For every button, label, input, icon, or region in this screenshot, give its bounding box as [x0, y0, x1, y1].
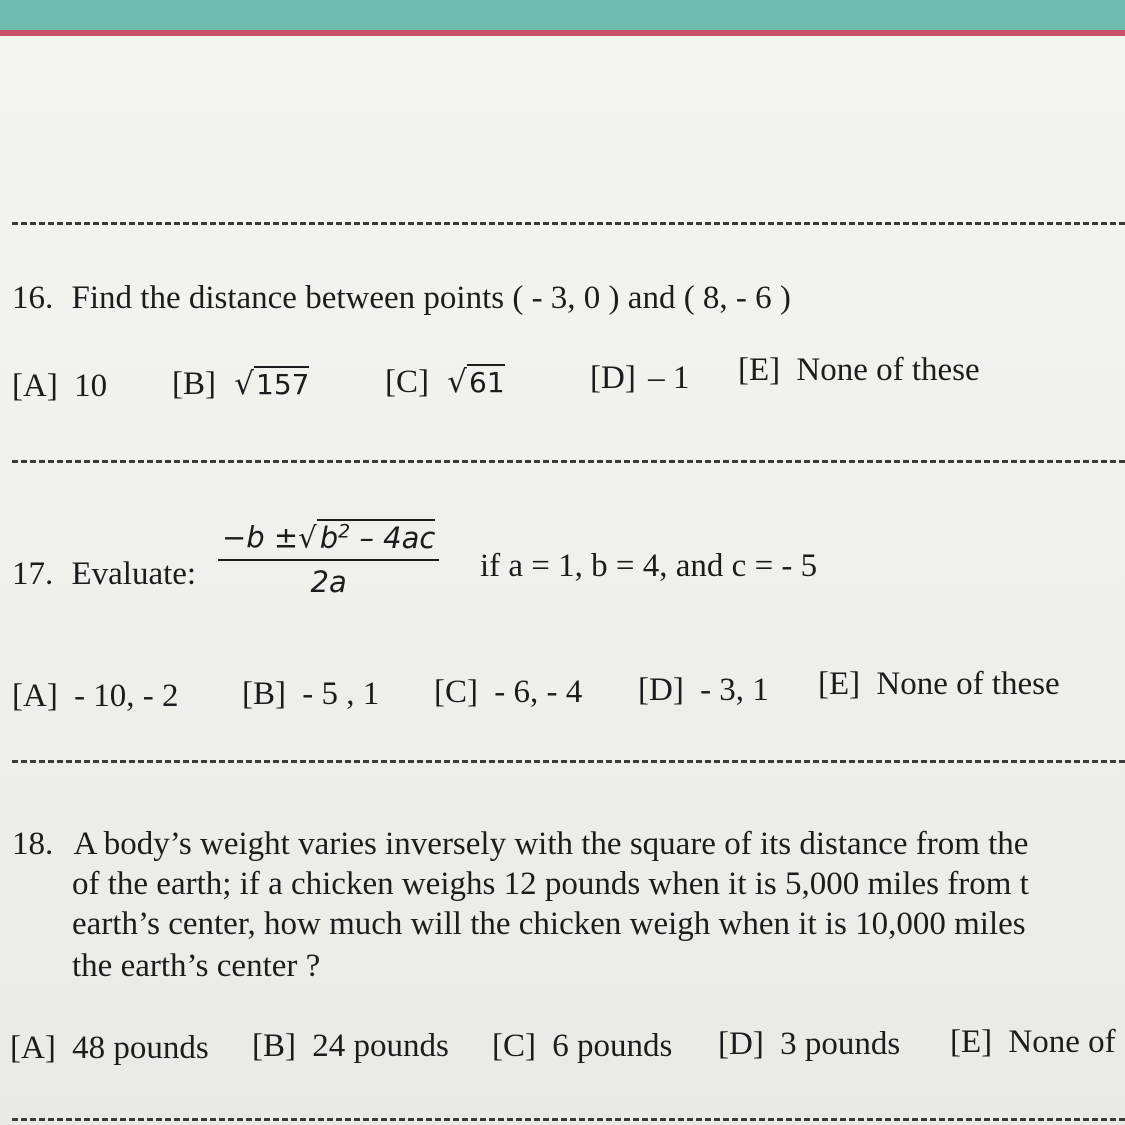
- divider-dashed-1: [12, 222, 1125, 225]
- option-value: – 1: [648, 360, 690, 396]
- option-label: [C]: [385, 364, 429, 400]
- question-text: Evaluate:: [71, 556, 197, 592]
- q17-option-e: [818, 666, 1060, 703]
- worksheet-page: [0, 36, 1125, 1125]
- option-value: 157: [256, 368, 310, 401]
- option-value: None of these: [876, 666, 1060, 702]
- option-label: [D]: [718, 1026, 764, 1062]
- question-number: 18.: [12, 826, 54, 862]
- q17-option-b: [242, 676, 379, 713]
- q17-option-c: [434, 674, 582, 711]
- q18-option-e: [950, 1024, 1116, 1061]
- option-label: [B]: [242, 676, 286, 712]
- question-18-line-4: the earth’s center ?: [72, 948, 321, 984]
- formula-denominator: 2a: [310, 564, 347, 599]
- option-value: - 6, - 4: [494, 674, 583, 710]
- exponent: 2: [338, 520, 351, 542]
- radical-sign: √: [234, 366, 255, 402]
- question-number: 16.: [12, 280, 54, 316]
- q18-option-d: [718, 1026, 900, 1063]
- option-label: [D]: [638, 672, 684, 708]
- radical-sign: √: [447, 364, 468, 400]
- option-label: [B]: [172, 366, 216, 402]
- q16-option-b: [172, 366, 309, 403]
- option-label: [A]: [12, 368, 58, 404]
- option-value: None of: [1008, 1024, 1116, 1060]
- option-value: None of these: [796, 352, 980, 388]
- q16-option-d: [590, 360, 689, 397]
- formula-radicand: [317, 519, 436, 555]
- option-label: [E]: [950, 1024, 993, 1060]
- option-value: 61: [469, 366, 505, 399]
- option-value: 6 pounds: [552, 1028, 673, 1064]
- q16-option-e: [738, 352, 980, 389]
- option-label: [D]: [590, 360, 636, 396]
- question-number: 17.: [12, 556, 54, 592]
- formula-numerator: [218, 520, 439, 555]
- q17-option-d: [638, 672, 769, 709]
- option-value: 3 pounds: [780, 1026, 901, 1062]
- question-18-line-1: [12, 826, 1028, 863]
- option-value: - 5 , 1: [302, 676, 380, 712]
- option-value: - 3, 1: [700, 672, 769, 708]
- question-18-line-2: of the earth; if a chicken weighs 12 pounds when it is 5,000 miles from t: [72, 866, 1029, 902]
- option-label: [C]: [434, 674, 478, 710]
- option-label: [A]: [12, 678, 58, 714]
- option-value: - 10, - 2: [74, 678, 179, 714]
- square-root-symbol: [447, 364, 504, 401]
- q18-option-b: [252, 1028, 449, 1065]
- quadratic-formula: [218, 520, 439, 599]
- question-17-condition: if a = 1, b = 4, and c = - 5: [480, 548, 818, 584]
- divider-dashed-3: [12, 760, 1125, 763]
- q18-option-c: [492, 1028, 672, 1065]
- fraction-bar: [218, 559, 439, 561]
- formula-term: −b ±: [222, 520, 299, 555]
- formula-term: – 4ac: [350, 520, 436, 555]
- question-text: Find the distance between points ( - 3, 0 ) and ( 8, - 6 ): [71, 280, 791, 316]
- question-18-line-3: earth’s center, how much will the chicken weigh when it is 10,000 miles: [72, 906, 1026, 942]
- option-label: [E]: [818, 666, 861, 702]
- radical-sign: √: [298, 520, 317, 555]
- q17-option-a: [12, 678, 179, 715]
- question-16: [12, 280, 791, 317]
- q16-option-a: [12, 368, 107, 405]
- q16-option-c: [385, 364, 505, 401]
- question-17: [12, 556, 196, 593]
- square-root-symbol: [234, 366, 309, 403]
- divider-dashed-2: [12, 460, 1125, 463]
- option-label: [E]: [738, 352, 781, 388]
- option-value: 10: [74, 368, 108, 404]
- background-surface: [0, 0, 1125, 34]
- question-text: A body’s weight varies inversely with the square of its distance from the: [73, 826, 1029, 862]
- option-value: 48 pounds: [72, 1030, 209, 1066]
- q18-option-a: [10, 1030, 209, 1067]
- divider-dashed-4: [12, 1118, 1125, 1121]
- option-label: [A]: [10, 1030, 56, 1066]
- option-value: 24 pounds: [312, 1028, 449, 1064]
- option-label: [B]: [252, 1028, 296, 1064]
- option-label: [C]: [492, 1028, 536, 1064]
- formula-term: b: [319, 520, 339, 555]
